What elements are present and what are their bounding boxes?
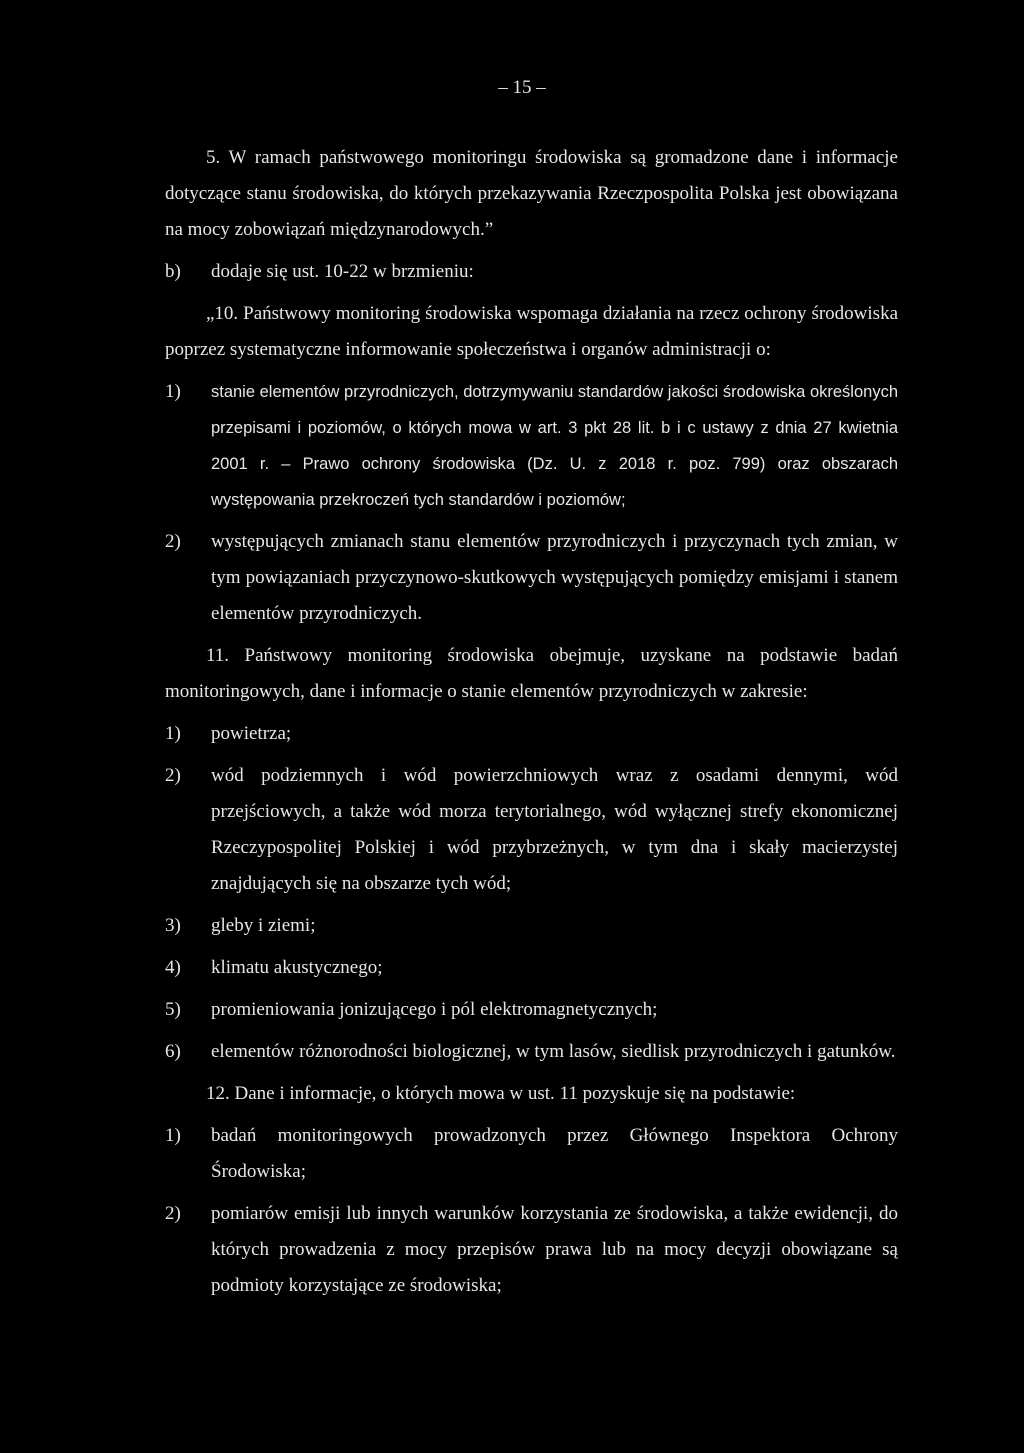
list-text: występujących zmianach stanu elementów przyrodniczych i przyczynach tych zmian, w tym powiązaniach przyczynowo-skutkowych występujących pomiędzy emisjami i stanem elementów przyrodniczych. <box>211 531 898 624</box>
list-item <box>165 716 898 752</box>
list-item <box>165 950 898 986</box>
list-text: wód podziemnych i wód powierzchniowych wraz z osadami dennymi, wód przejściowych, a także wód morza terytorialnego, wód wyłącznej strefy ekonomicznej Rzeczypospolitej Polskiej i wód przybrzeżnych, w tym dna i skały macierzystej znajdujących się na obszarze tych wód; <box>211 765 898 894</box>
list-number: 5) <box>165 999 181 1020</box>
list-number: 4) <box>165 957 181 978</box>
list-item <box>165 992 898 1028</box>
list-text: badań monitoringowych prowadzonych przez Głównego Inspektora Ochrony Środowiska; <box>211 1125 898 1182</box>
list-item <box>165 908 898 944</box>
list-item <box>165 758 898 902</box>
list-text: promieniowania jonizującego i pól elektromagnetycznych; <box>211 999 658 1020</box>
list-text: pomiarów emisji lub innych warunków korzystania ze środowiska, a także ewidencji, do których prowadzenia z mocy przepisów prawa lub na mocy decyzji obowiązane są podmioty korzystające ze środowiska; <box>211 1203 898 1296</box>
list-text: stanie elementów przyrodniczych, dotrzymywaniu standardów jakości środowiska określonych przepisami i poziomów, o których mowa w art. 3 pkt 28 lit. b i c ustawy z dnia 27 kwietnia 2001 r. – Prawo ochrony środowiska (Dz. U. z 2018 r. poz. 799) oraz obszarach występowania przekroczeń tych standardów i poziomów; <box>211 383 898 509</box>
list-item <box>165 1034 898 1070</box>
list-text: klimatu akustycznego; <box>211 957 383 978</box>
list-number: 6) <box>165 1041 181 1062</box>
page-number: – 15 – <box>498 77 546 98</box>
list-number: 1) <box>165 1125 181 1146</box>
list-text: elementów różnorodności biologicznej, w tym lasów, siedlisk przyrodniczych i gatunków. <box>211 1041 896 1062</box>
list-number: 2) <box>165 531 181 552</box>
list-text: powietrza; <box>211 723 292 744</box>
list-number: 1) <box>165 723 181 744</box>
paragraph-11: 11. Państwowy monitoring środowiska obejmuje, uzyskane na podstawie badań monitoringowych, dane i informacje o stanie elementów przyrodniczych w zakresie: <box>165 645 898 702</box>
list-text: gleby i ziemi; <box>211 915 316 936</box>
list-number: b) <box>165 261 181 282</box>
list-number: 3) <box>165 915 181 936</box>
document-body <box>165 140 898 1304</box>
paragraph-10: „10. Państwowy monitoring środowiska wspomaga działania na rzecz ochrony środowiska poprzez systematyczne informowanie społeczeństwa i organów administracji o: <box>165 303 898 360</box>
list-item <box>165 374 898 518</box>
paragraph-12: 12. Dane i informacje, o których mowa w ust. 11 pozyskuje się na podstawie: <box>206 1083 796 1104</box>
list-text: dodaje się ust. 10-22 w brzmieniu: <box>211 261 474 282</box>
list-number: 2) <box>165 765 181 786</box>
amendment-b <box>165 254 898 290</box>
list-number: 2) <box>165 1203 181 1224</box>
list-item <box>165 1196 898 1304</box>
list-number: 1) <box>165 381 181 402</box>
list-item <box>165 1118 898 1190</box>
list-item <box>165 524 898 632</box>
paragraph-5: 5. W ramach państwowego monitoringu środowiska są gromadzone dane i informacje dotyczące stanu środowiska, do których przekazywania Rzeczpospolita Polska jest obowiązana na mocy zobowiązań międzynarodowych.” <box>165 147 898 240</box>
